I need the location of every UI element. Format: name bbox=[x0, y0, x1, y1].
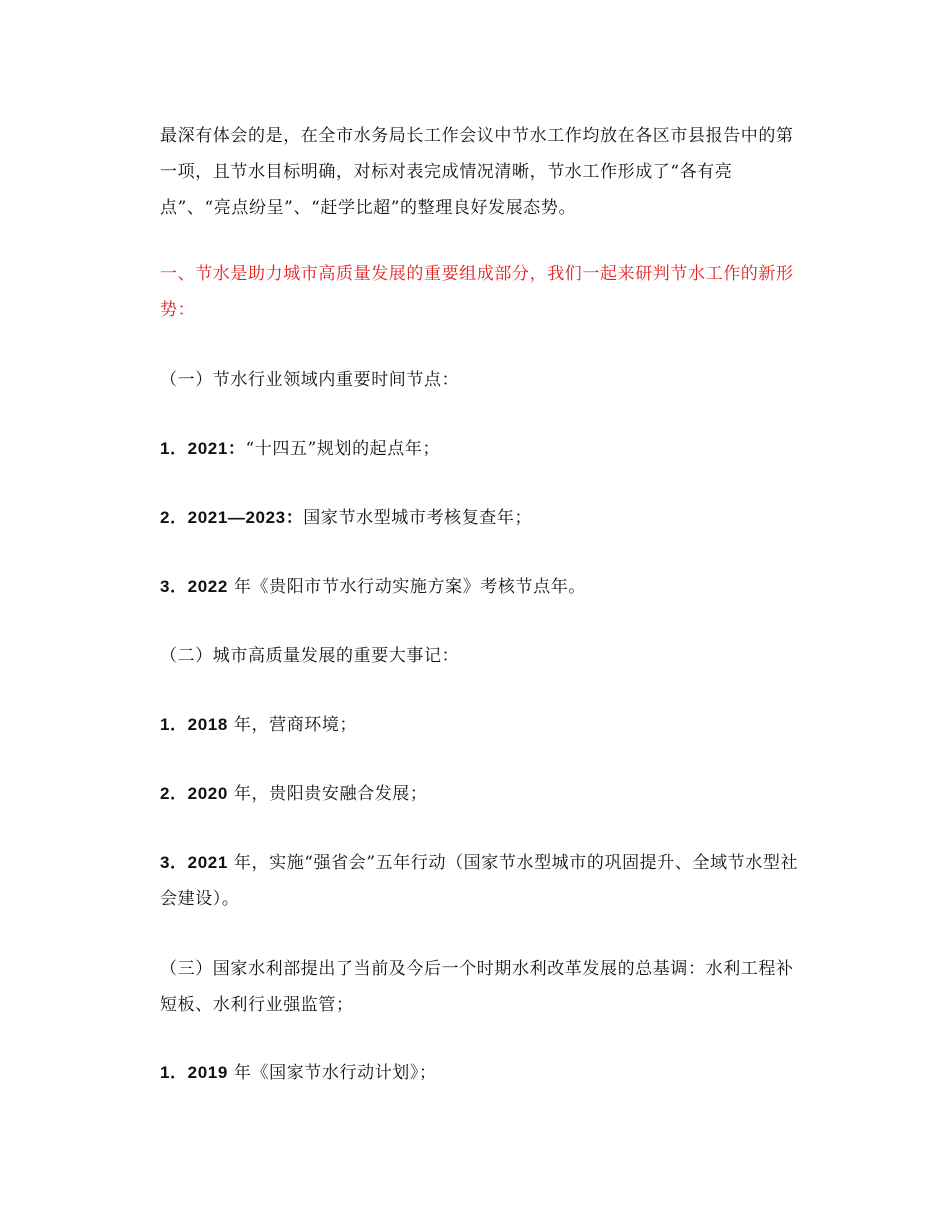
list-item-number: 1．2021： bbox=[160, 439, 246, 458]
list-item-number: 2．2021—2023： bbox=[160, 508, 304, 527]
list-item bbox=[160, 776, 800, 812]
intro-paragraph: 最深有体会的是，在全市水务局长工作会议中节水工作均放在各区市县报告中的第一项，且节水目标明确，对标对表完成情况清晰，节水工作形成了“各有亮点”、“亮点纷呈”、“赶学比超”的整理良好发展态势。 bbox=[160, 126, 794, 218]
list-item-text: 年，贵阳贵安融合发展； bbox=[233, 784, 428, 804]
list-item-number: 1．2019 bbox=[160, 1063, 228, 1082]
section-heading: 一、节水是助力城市高质量发展的重要组成部分，我们一起来研判节水工作的新形势： bbox=[160, 264, 794, 320]
list-item bbox=[160, 569, 800, 605]
list-item-number: 1．2018 bbox=[160, 715, 228, 734]
list-item-number: 3．2022 bbox=[160, 577, 228, 596]
list-item bbox=[160, 431, 800, 467]
list-item-text: “十四五”规划的起点年； bbox=[245, 439, 441, 459]
list-item-text: 年《贵阳市节水行动实施方案》考核节点年。 bbox=[233, 577, 586, 597]
list-item-number: 3．2021 bbox=[160, 853, 228, 872]
list-item-text: 年，实施“强省会”五年行动（国家节水型城市的巩固提升、全域节水型社会建设）。 bbox=[160, 853, 799, 909]
list-item bbox=[160, 1055, 800, 1091]
list-item bbox=[160, 845, 800, 917]
list-item-number: 2．2020 bbox=[160, 784, 228, 803]
subsection-1-heading: （一）节水行业领域内重要时间节点： bbox=[160, 370, 460, 390]
list-item-text: 国家节水型城市考核复查年； bbox=[303, 508, 533, 528]
list-item bbox=[160, 500, 800, 536]
subsection-2-heading: （二）城市高质量发展的重要大事记： bbox=[160, 646, 460, 666]
list-item-text: 年《国家节水行动计划》； bbox=[233, 1063, 437, 1083]
list-item-text: 年，营商环境； bbox=[233, 715, 358, 735]
subsection-3-heading: （三）国家水利部提出了当前及今后一个时期水利改革发展的总基调：水利工程补短板、水利行业强监管； bbox=[160, 959, 794, 1015]
list-item bbox=[160, 707, 800, 743]
